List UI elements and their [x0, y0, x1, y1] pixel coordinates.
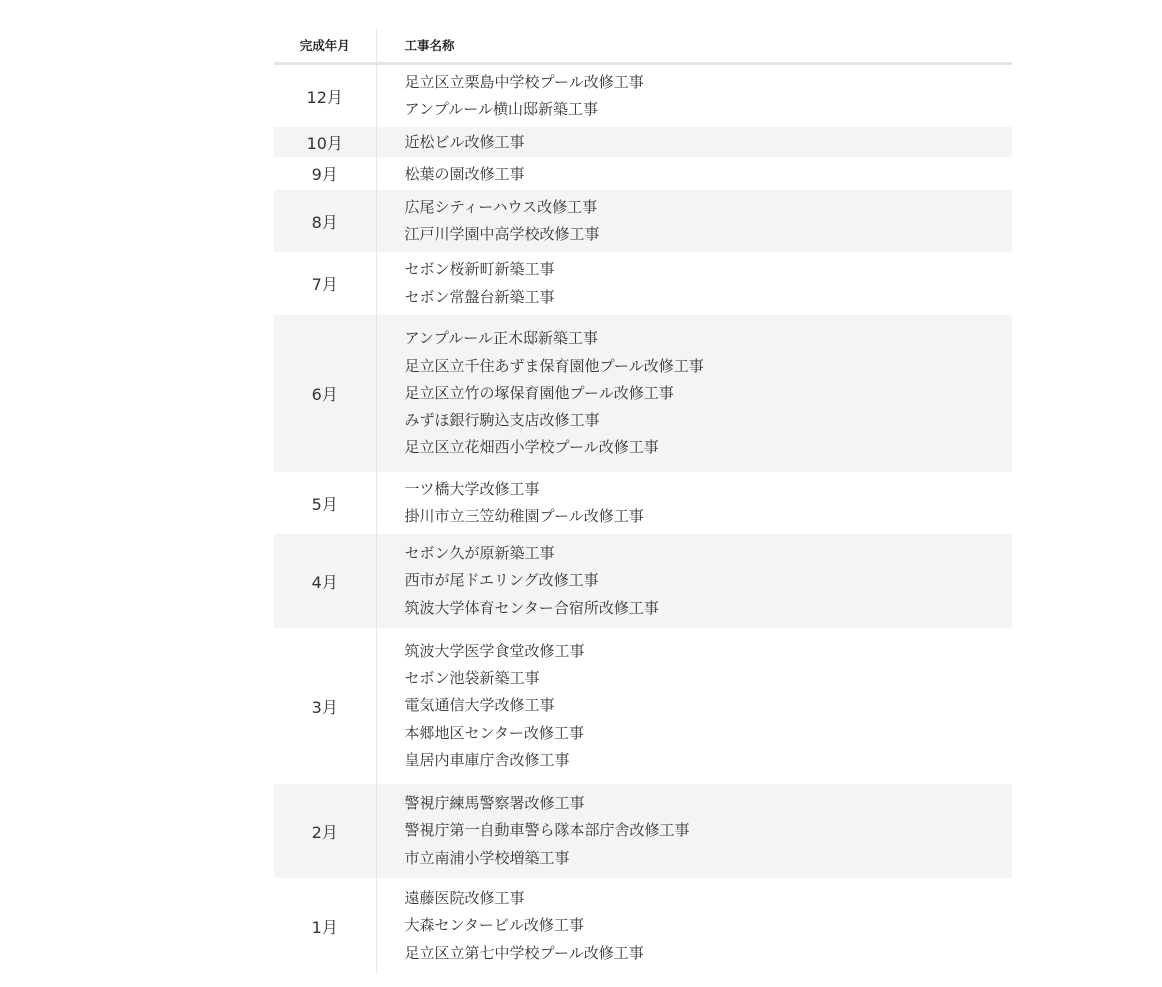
table-row [274, 315, 1012, 472]
works-table [274, 28, 1012, 974]
table-row [274, 878, 1012, 974]
work-item: 警視庁練馬警察署改修工事 [404, 794, 585, 813]
table-row [274, 157, 1012, 190]
work-item: みずほ銀行駒込支店改修工事 [404, 411, 600, 430]
month-cell: 9月 [274, 157, 376, 190]
work-item: 掛川市立三笠幼稚園プール改修工事 [404, 507, 644, 525]
work-names-cell [376, 628, 1012, 784]
work-item: 電気通信大学改修工事 [404, 696, 555, 715]
work-names-cell [376, 157, 1012, 190]
work-item: 江戸川学園中高学校改修工事 [404, 225, 600, 243]
work-names-cell [376, 64, 1012, 128]
work-names-cell [376, 472, 1012, 534]
work-names-cell [376, 784, 1012, 878]
month-cell: 3月 [274, 628, 376, 784]
month-cell: 4月 [274, 534, 376, 628]
work-item: 足立区立花畑西小学校プール改修工事 [404, 438, 659, 457]
work-names-cell [376, 190, 1012, 252]
table-row [274, 472, 1012, 534]
month-cell: 6月 [274, 315, 376, 472]
work-item: 松葉の園改修工事 [404, 164, 525, 183]
work-item: セボン池袋新築工事 [404, 669, 540, 688]
month-cell: 7月 [274, 252, 376, 315]
work-names-cell [376, 878, 1012, 974]
work-item: 市立南浦小学校増築工事 [404, 848, 570, 867]
work-item: 足立区立千住あずま保育園他プール改修工事 [404, 356, 704, 375]
work-item: 筑波大学体育センター合宿所改修工事 [404, 598, 659, 617]
work-item: アンプルール横山邸新築工事 [404, 100, 599, 118]
table-row [274, 190, 1012, 252]
work-names-cell [376, 534, 1012, 628]
work-item: 広尾シティーハウス改修工事 [404, 197, 598, 216]
work-item: 皇居内車庫庁舎改修工事 [404, 750, 570, 769]
table-row [274, 64, 1012, 128]
work-item: 一ツ橋大学改修工事 [404, 479, 540, 498]
work-item: セボン久が原新築工事 [404, 544, 555, 563]
work-item: 本郷地区センター改修工事 [404, 723, 584, 742]
month-cell: 8月 [274, 190, 376, 252]
work-item: 足立区立第七中学校プール改修工事 [404, 943, 644, 962]
work-names-cell [376, 127, 1012, 157]
work-item: 足立区立栗島中学校プール改修工事 [404, 72, 644, 91]
work-item: 足立区立竹の塚保育園他プール改修工事 [404, 383, 674, 402]
table-row [274, 252, 1012, 315]
work-item: 大森センタービル改修工事 [404, 916, 584, 935]
month-cell: 1月 [274, 878, 376, 974]
header-completion-month: 完成年月 [274, 28, 376, 64]
month-cell: 2月 [274, 784, 376, 878]
work-item: セボン桜新町新築工事 [404, 260, 555, 279]
table-header-row [274, 28, 1012, 64]
work-item: 警視庁第一自動車警ら隊本部庁舎改修工事 [404, 821, 690, 840]
month-cell: 12月 [274, 64, 376, 128]
work-item: 近松ビル改修工事 [404, 133, 525, 151]
work-item: 遠藤医院改修工事 [404, 889, 525, 908]
table-row [274, 784, 1012, 878]
work-item: セボン常盤台新築工事 [404, 287, 555, 306]
month-cell: 5月 [274, 472, 376, 534]
work-item: アンプルール正木邸新築工事 [404, 329, 599, 348]
work-names-cell [376, 315, 1012, 472]
table-row [274, 534, 1012, 628]
table-row [274, 127, 1012, 157]
work-item: 西市が尾ドエリング改修工事 [404, 571, 599, 590]
work-names-cell [376, 252, 1012, 315]
month-cell: 10月 [274, 127, 376, 157]
work-item: 筑波大学医学食堂改修工事 [404, 641, 585, 660]
header-work-name: 工事名称 [376, 28, 1012, 64]
table-row [274, 628, 1012, 784]
